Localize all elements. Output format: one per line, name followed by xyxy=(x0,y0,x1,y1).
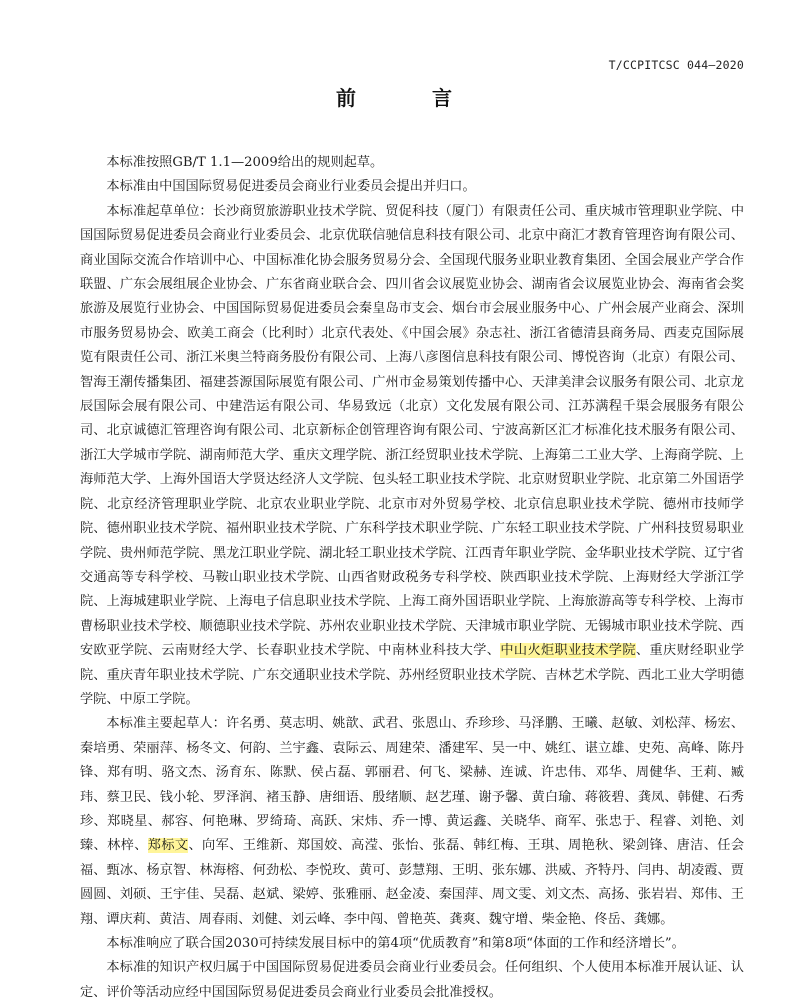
paragraph-drafting-units xyxy=(80,200,744,713)
units-label: 本标准起草单位： xyxy=(106,203,213,219)
paragraph-sdg: 本标准响应了联合国2030可持续发展目标中的第4项“优质教育”和第8项“体面的工作和经济增长”。 xyxy=(106,936,685,951)
paragraph-proposer: 本标准由中国国际贸易促进委员会商业行业委员会提出并归口。 xyxy=(106,179,476,195)
paragraph-drafting-rule: 本标准按照GB/T 1.1—2009给出的规则起草。 xyxy=(106,155,384,170)
units-list-part-2: 、重庆财经职业学院、重庆青年职业技术学院、广东交通职业技术学院、苏州经贸职业技术学院、吉林艺术学院、西北工业大学明德学院、中原工学院。 xyxy=(80,643,745,707)
paragraph-intellectual-property: 本标准的知识产权归属于中国国际贸易促进委员会商业行业委员会。任何组织、个人使用本标准开展认证、认定、评价等活动应经中国国际贸易促进委员会商业行业委员会批准授权。 xyxy=(80,960,744,1000)
drafters-list-part-1: 许名勇、莫志明、姚歆、武君、张恩山、乔珍珍、马泽鹏、王曦、赵敏、刘松萍、杨宏、秦培勇、荣丽萍、杨冬文、何韵、兰宇鑫、袁际云、周建荣、潘建军、吴一中、姚红、谌立雄、史苑、高峰、陈丹锋、郑有明、骆文杰、汤育东、陈默、侯占磊、郭丽君、何飞、梁赫、连诚、许忠伟、邓华、周健华、王莉、臧玮、蔡卫民、钱小轮、罗泽润、褚玉静、唐细语、殷绪顺、赵艺瑾、谢予馨、黄白瑜、蒋筱碧、龚凤、韩健、石秀珍、郑晓星、郝容、何艳琳、罗绮琦、高跃、宋炜、乔一博、黄运鑫、关晓华、商军、张忠于、程睿、刘艳、刘臻、林梓、 xyxy=(80,716,745,854)
paragraph-drafters xyxy=(80,712,744,932)
page-title: 前 言 xyxy=(336,86,480,110)
foreword-body xyxy=(80,151,744,1005)
units-list-part-1: 长沙商贸旅游职业技术学院、贸促科技（厦门）有限责任公司、重庆城市管理职业学院、中国国际贸易促进委员会商业行业委员会、北京优联信驰信息科技有限公司、北京中商汇才教育管理咨询有限公司、商业国际交流合作培训中心、中国标准化协会服务贸易分会、全国现代服务业职业教育集团、全国会展业产学合作联盟、广东会展组展企业协会、广东省商业联合会、四川省会议展览业协会、湖南省会议展览业协会、海南省会奖旅游及展览行业协会、中国国际贸易促进委员会秦皇岛市支会、烟台市会展业服务中心、广州会展产业商会、深圳市服务贸易协会、欧美工商会（比利时）北京代表处、《中国会展》杂志社、浙江省德清县商务局、西麦克国际展览有限责任公司、浙江米奥兰特商务股份有限公司、上海八彦图信息科技有限公司、博悦咨询（北京）有限公司、智海王潮传播集团、福建荟源国际展览有限公司、广州市金易策划传播中心、天津美津会议服务有限公司、北京龙辰国际会展有限公司、中建浩运有限公司、华易致远（北京）文化发展有限公司、江苏满程千渠会展服务有限公司、北京诚德汇管理咨询有限公司、北京新标企创管理咨询有限公司、宁波高新区汇才标准化技术服务有限公司、浙江大学城市学院、湖南师范大学、重庆文理学院、浙江经贸职业技术学院、上海第二工业大学、上海商学院、上海师范大学、上海外国语大学贤达经济人文学院、包头轻工职业技术学院、北京财贸职业学院、北京第二外国语学院、北京经济管理职业学院、北京农业职业学院、北京市对外贸易学校、北京信息职业技术学院、德州市技师学院、德州职业技术学院、福州职业技术学院、广东科学技术职业学院、广东轻工职业技术学院、广州科技贸易职业学院、贵州师范学院、黑龙江职业学院、湖北轻工职业技术学院、江西青年职业学院、金华职业技术学院、辽宁省交通高等专科学校、马鞍山职业技术学院、山西省财政税务专科学校、陕西职业技术学院、上海财经大学浙江学院、上海城建职业学院、上海电子信息职业技术学院、上海工商外国语职业学院、上海旅游高等专科学校、上海市曹杨职业技术学校、顺德职业技术学院、苏州农业职业技术学院、天津城市职业学院、无锡城市职业技术学院、西安欧亚学院、云南财经大学、长春职业技术学院、中南林业科技大学、 xyxy=(80,203,745,659)
standard-code: T/CCPITCSC 044—2020 xyxy=(608,58,744,72)
highlighted-drafter: 郑标文 xyxy=(147,838,189,854)
drafters-label: 本标准主要起草人： xyxy=(106,716,226,732)
drafters-list-part-2: 、向军、王维新、郑国姣、高滢、张怡、张磊、韩红梅、王琪、周艳秋、梁剑锋、唐洁、任会福、甄冰、杨京智、林海榕、何劲松、李悦玫、黄可、彭慧翔、王明、张东娜、洪威、齐特丹、闫冉、胡凌霞、贾圆圆、刘硕、王宇佳、吴磊、赵斌、梁婷、张雅丽、赵金凌、秦国萍、周文雯、刘文杰、高扬、张岩岩、郑伟、王翔、谭庆莉、黄洁、周春雨、刘健、刘云峰、李中闯、曾艳英、龚爽、魏守增、柴金艳、佟岳、龚娜。 xyxy=(80,838,745,927)
highlighted-unit: 中山火炬职业技术学院 xyxy=(500,643,636,659)
